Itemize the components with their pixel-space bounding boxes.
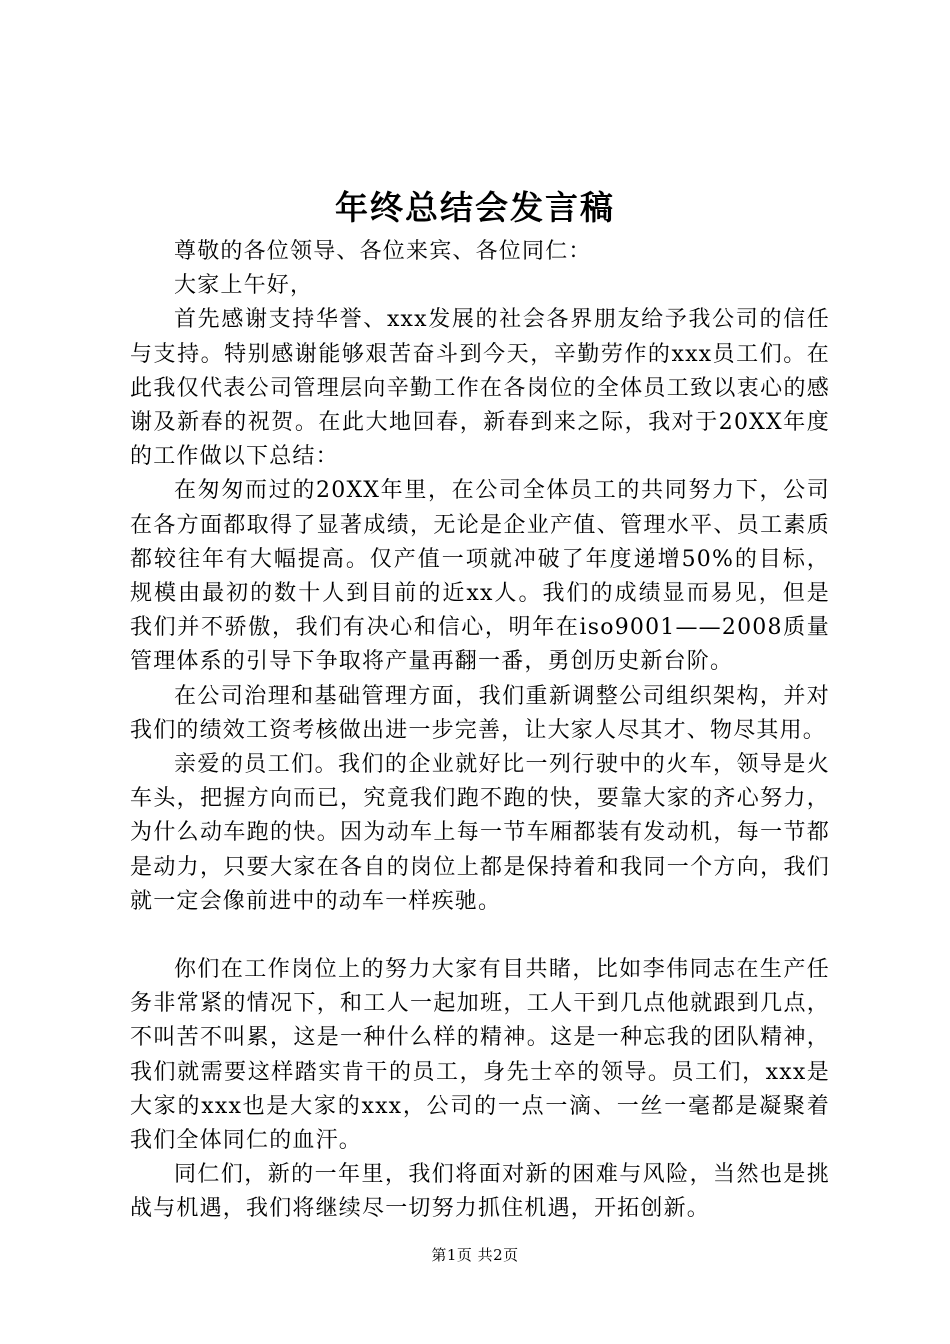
paragraph-train-metaphor: 亲爱的员工们。我们的企业就好比一列行驶中的火车，领导是火车头，把握方向而已，究竟我们跑不跑的快，要靠大家的齐心努力，为什么动车跑的快。因为动车上每一节车厢都装有发动机，每一节都是动力，只要大家在各自的岗位上都是保持着和我同一个方向，我们就一定会像前进中的动车一样疾驰。 [130, 752, 830, 914]
salutation: 尊敬的各位领导、各位来宾、各位同仁： [174, 239, 592, 264]
page-number-footer: 第1页 共2页 [431, 1246, 519, 1264]
paragraph-new-year: 同仁们，新的一年里，我们将面对新的困难与风险，当然也是挑战与机遇，我们将继续尽一切努力抓住机遇，开拓创新。 [130, 1162, 830, 1222]
paragraph-spacer [130, 919, 830, 953]
paragraph-achievements: 在匆匆而过的20XX年里，在公司全体员工的共同努力下，公司在各方面都取得了显著成绩，无论是企业产值、管理水平、员工素质都较往年有大幅提高。仅产值一项就冲破了年度递增50%的目标，规模由最初的数十人到目前的近xx人。我们的成绩显而易见，但是我们并不骄傲，我们有决心和信心，明年在iso9001——2008质量管理体系的引导下争取将产量再翻一番，勇创历史新台阶。 [130, 478, 830, 675]
paragraph-thanks: 首先感谢支持华誉、xxx发展的社会各界朋友给予我公司的信任与支持。特别感谢能够艰苦奋斗到今天，辛勤劳作的xxx员工们。在此我仅代表公司管理层向辛勤工作在各岗位的全体员工致以衷心的感谢及新春的祝贺。在此大地回春，新春到来之际，我对于20XX年度的工作做以下总结： [130, 307, 830, 470]
paragraph-team-spirit: 你们在工作岗位上的努力大家有目共睹，比如李伟同志在生产任务非常紧的情况下，和工人一起加班，工人干到几点他就跟到几点，不叫苦不叫累，这是一种什么样的精神。这是一种忘我的团队精神，我们就需要这样踏实肯干的员工，身先士卒的领导。员工们，xxx是大家的xxx也是大家的xxx，公司的一点一滴、一丝一毫都是凝聚着我们全体同仁的血汗。 [130, 957, 830, 1154]
document-title: 年终总结会发言稿 [335, 188, 615, 227]
paragraph-management: 在公司治理和基础管理方面，我们重新调整公司组织架构，并对我们的绩效工资考核做出进一步完善，让大家人尽其才、物尽其用。 [130, 683, 830, 743]
greeting: 大家上午好， [174, 273, 314, 299]
document-body [130, 235, 830, 1227]
